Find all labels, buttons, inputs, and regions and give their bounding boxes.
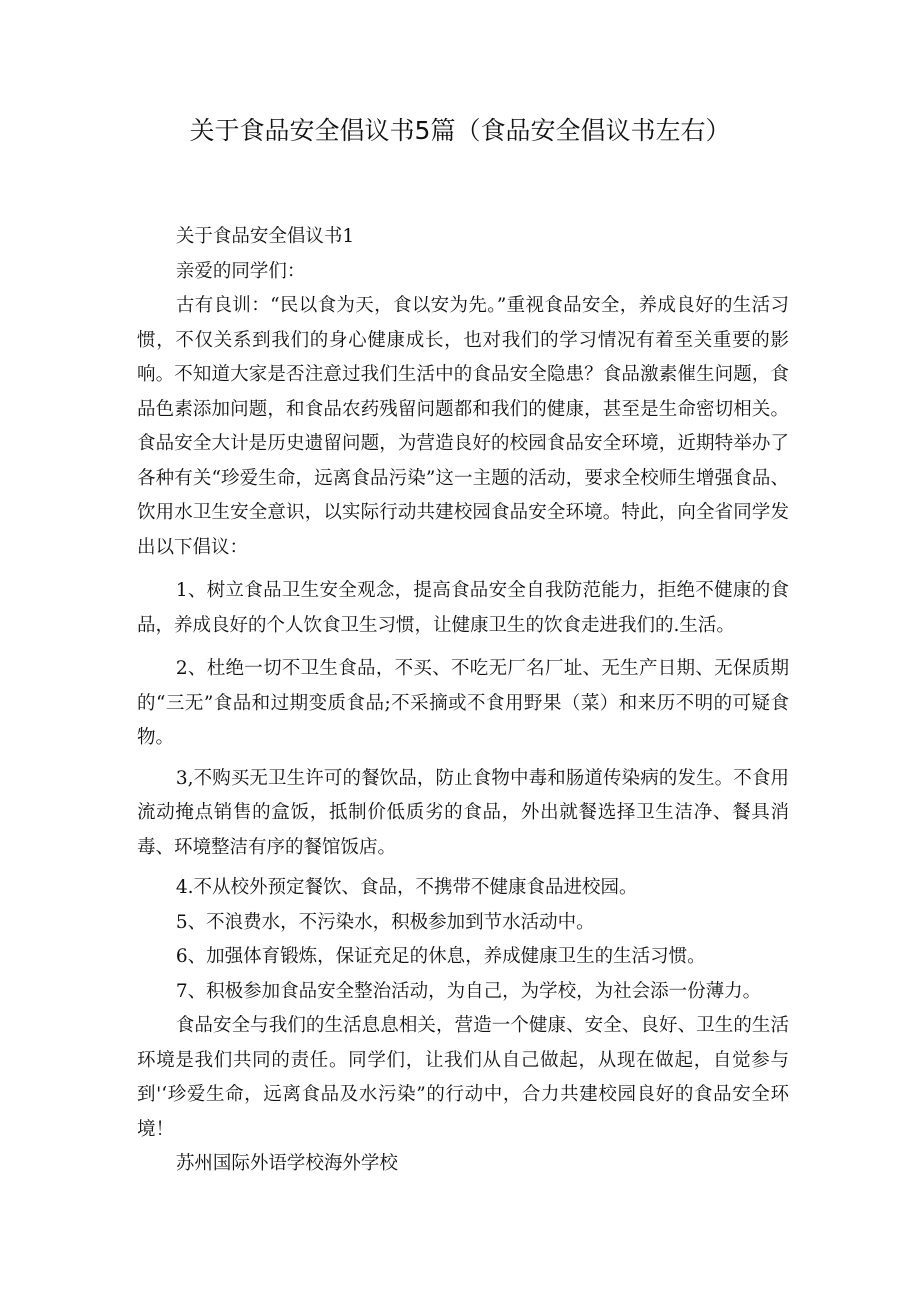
- paragraph-item-7: 7、积极参加食品安全整治活动，为自己，为学校，为社会添一份薄力。: [175, 980, 762, 1002]
- paragraph-intro: 古有良训：“民以食为天，食以安为先。”重视食品安全，养成良好的生活习惯，不仅关系到我们的身心健康成长，也对我们的学习情况有着至关重要的影响。不知道大家是否注意过我们生活中的食品安全隐患？食品激素催生问题，食品色素添加问题，和食品农药残留问题都和我们的健康，甚至是生命密切相关。食品安全大计是历史遗留问题，为营造良好的校园食品安全环境，近期特举办了各种有关“珍爱生命，远离食品污染”这一主题的活动，要求全校师生增强食品、饮用水卫生安全意识，以实际行动共建校园食品安全环境。特此，向全省同学发出以下倡议：: [137, 295, 789, 558]
- salutation: 亲爱的同学们：: [175, 260, 306, 282]
- paragraph-item-1: 1、树立食品卫生安全观念，提高食品安全自我防范能力，拒绝不健康的食品，养成良好的个人饮食卫生习惯，让健康卫生的饮食走进我们的.生活。: [137, 580, 789, 636]
- signature: 苏州国际外语学校海外学校: [175, 1153, 398, 1174]
- document-body: [137, 220, 789, 1182]
- paragraph-item-6: 6、加强体育锻炼，保证充足的休息，养成健康卫生的生活习惯。: [175, 946, 706, 967]
- paragraph-closing: 食品安全与我们的生活息息相关，营造一个健康、安全、良好、卫生的生活环境是我们共同的责任。同学们，让我们从自己做起，从现在做起，自觉参与到'‘珍爱生命，远离食品及水污染”的行动中，合力共建校园良好的食品安全环境！: [137, 1015, 789, 1140]
- paragraph-item-5: 5、不浪费水，不污染水，积极参加到节水活动中。: [175, 911, 595, 933]
- paragraph-item-3: 3,不购买无卫生许可的餐饮品，防止食物中毒和肠道传染病的发生。不食用流动掩点销售的盒饭，抵制价低质劣的食品，外出就餐选择卫生洁净、餐具消毒、环境整洁有序的餐馆饭店。: [137, 767, 789, 858]
- paragraph-item-4: 4.不从校外预定餐饮、食品，不携带不健康食品进校园。: [175, 877, 638, 898]
- section-heading: 关于食品安全倡议书1: [175, 226, 355, 247]
- paragraph-item-2: 2、杜绝一切不卫生食品，不买、不吃无厂名厂址、无生产日期、无保质期的“三无”食品和过期变质食品;不采摘或不食用野果（菜）和来历不明的可疑食物。: [137, 658, 789, 748]
- document-title: 关于食品安全倡议书5篇（食品安全倡议书左右）: [189, 116, 731, 145]
